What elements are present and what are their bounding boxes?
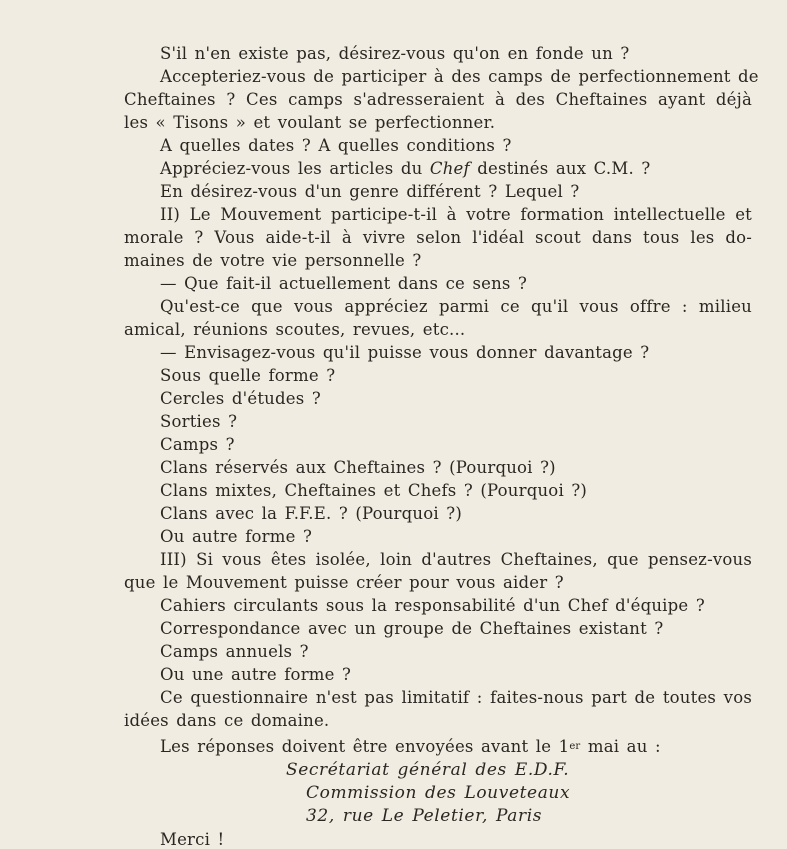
text-line: Cheftaines ? Ces camps s'adresseraient à des Cheftaines ayant déjà (124, 90, 752, 109)
text-line: S'il n'en existe pas, désirez-vous qu'on en fonde un ? (160, 44, 630, 63)
closing-line: Merci ! (160, 830, 225, 849)
text-line: Correspondance avec un groupe de Cheftaines existant ? (160, 619, 664, 638)
text-line: Camps ? (160, 435, 235, 454)
address-line: Commission des Louveteaux (306, 783, 571, 803)
text-line: morale ? Vous aide-t-il à vivre selon l'idéal scout dans tous les do- (124, 228, 752, 247)
text-line: les « Tisons » et voulant se perfectionner. (124, 113, 496, 132)
text-line: Accepteriez-vous de participer à des camps de perfectionnement de (160, 67, 759, 86)
text-line: A quelles dates ? A quelles conditions ? (160, 136, 512, 155)
text-segment: mai au : (587, 737, 661, 756)
text-line: Clans mixtes, Cheftaines et Chefs ? (Pourquoi ?) (160, 481, 588, 500)
text-line: Ou autre forme ? (160, 527, 313, 546)
text-line: — Envisagez-vous qu'il puisse vous donner davantage ? (160, 343, 650, 362)
text-line: En désirez-vous d'un genre différent ? Lequel ? (160, 182, 580, 201)
text-line: Sous quelle forme ? (160, 366, 336, 385)
text-line: Cercles d'études ? (160, 389, 321, 408)
text-line: Clans réservés aux Cheftaines ? (Pourquoi ?) (160, 458, 556, 477)
text-line: II) Le Mouvement participe-t-il à votre formation intellectuelle et (160, 205, 752, 224)
text-line: Ou une autre forme ? (160, 665, 352, 684)
text-line: Qu'est-ce que vous appréciez parmi ce qu'il vous offre : milieu (160, 297, 752, 316)
text-segment: destinés aux C.M. ? (477, 159, 651, 178)
address-line: Secrétariat général des E.D.F. (286, 760, 570, 780)
address-line: 32, rue Le Peletier, Paris (306, 806, 543, 826)
text-line: — Que fait-il actuellement dans ce sens ? (160, 274, 528, 293)
text-line: amical, réunions scoutes, revues, etc... (124, 320, 466, 339)
text-line: Camps annuels ? (160, 642, 309, 661)
text-line (160, 159, 650, 178)
text-line (160, 737, 661, 756)
text-segment: Appréciez-vous les articles du (160, 159, 423, 178)
text-line: Sorties ? (160, 412, 238, 431)
superscript: er (569, 741, 581, 752)
text-line: Ce questionnaire n'est pas limitatif : faites-nous part de toutes vos (160, 688, 752, 707)
text-line: maines de votre vie personnelle ? (124, 251, 422, 270)
text-line: Clans avec la F.F.E. ? (Pourquoi ?) (160, 504, 462, 523)
text-line: que le Mouvement puisse créer pour vous aider ? (124, 573, 564, 592)
text-line: idées dans ce domaine. (124, 711, 330, 730)
journal-title: Chef (429, 159, 470, 178)
text-line: III) Si vous êtes isolée, loin d'autres Cheftaines, que pensez-vous (160, 550, 752, 569)
text-line: Cahiers circulants sous la responsabilité d'un Chef d'équipe ? (160, 596, 705, 615)
text-segment: Les réponses doivent être envoyées avant le 1 (160, 737, 570, 756)
